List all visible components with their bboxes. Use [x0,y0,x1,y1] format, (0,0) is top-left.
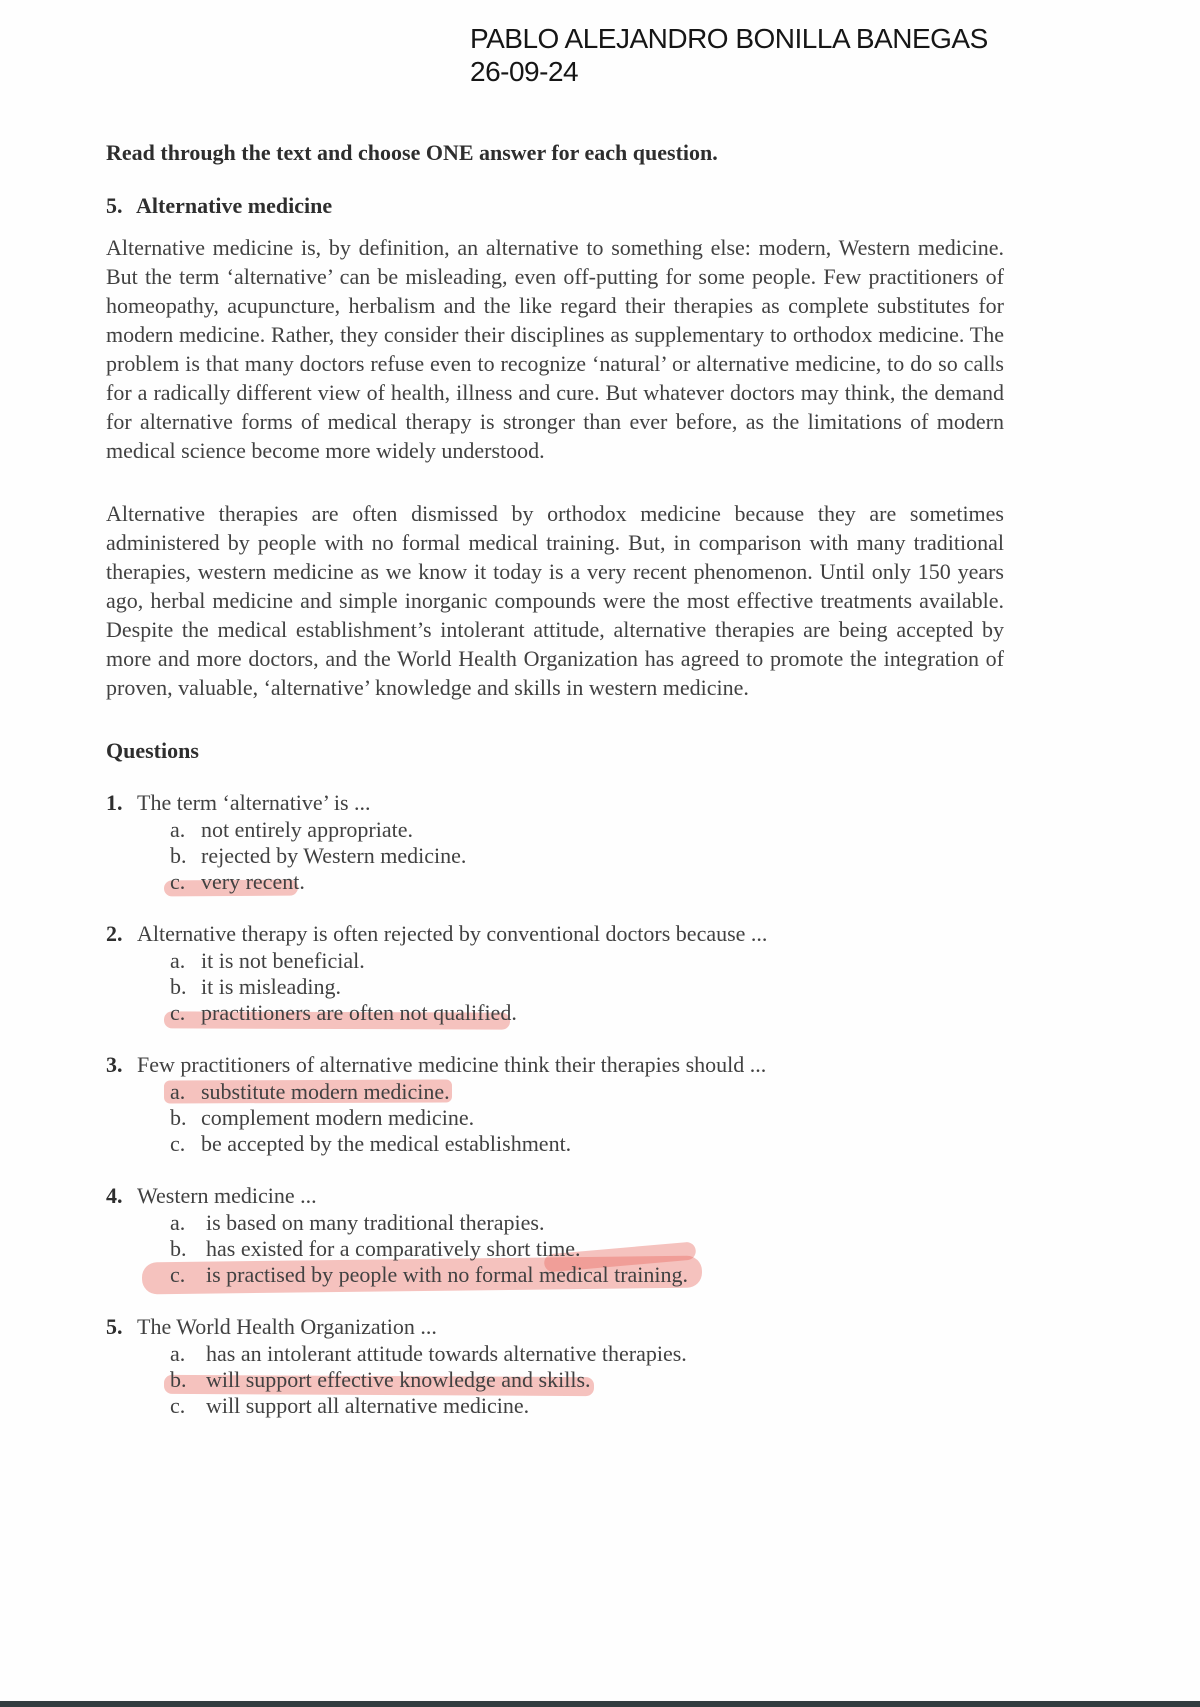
answer-option-5b-highlighted: b. will support effective knowledge and skills. [106,1367,1004,1393]
question-4 [106,1181,1004,1288]
question-3 [106,1050,1004,1157]
reading-passage [106,233,1004,702]
question-number: 3. [106,1052,123,1077]
question-stem: 2. Alternative therapy is often rejected by conventional doctors because ... [106,921,768,946]
answer-option-4a: a. is based on many traditional therapies. [170,1210,545,1235]
student-name: PABLO ALEJANDRO BONILLA BANEGAS [470,23,988,54]
answer-option-2a: a. it is not beneficial. [170,948,365,973]
passage-paragraph-1: Alternative medicine is, by definition, an alternative to something else: modern, Western medicine. But the term ‘alternative’ can be misleading, even off-putting for some people. Few practitioners of homeopathy, acupuncture, herbalism and the like regard their therapies as complete substitutes for modern medicine. Rather, they consider their disciplines as supplementary to orthodox medicine. The problem is that many doctors refuse even to recognize ‘natural’ or alternative medicine, to do so calls for a radically different view of health, illness and cure. But whatever doctors may think, the demand for alternative forms of medical therapy is stronger than ever before, as the limitations of modern medical science become more widely understood. [106,235,1004,463]
question-5 [106,1312,1004,1419]
section-title: Alternative medicine [136,193,333,218]
answer-option-3a-highlighted: a. substitute modern medicine. [106,1079,1004,1105]
question-stem: 5. The World Health Organization ... [106,1314,437,1339]
answer-option-5a: a. has an intolerant attitude towards alternative therapies. [170,1341,687,1366]
question-stem: 4. Western medicine ... [106,1183,317,1208]
answer-option-4b: b. has existed for a comparatively short time. [170,1236,581,1261]
answer-option-2c-highlighted: c. practitioners are often not qualified. [106,1000,1004,1026]
answer-option-1c-highlighted: c. very recent. [106,869,1004,895]
document-content [106,138,1004,1443]
section-heading [106,191,1004,220]
answer-option-5c: c. will support all alternative medicine. [170,1393,530,1418]
answer-option-1b: b. rejected by Western medicine. [170,843,467,868]
answer-option-2b: b. it is misleading. [170,974,341,999]
question-1 [106,788,1004,895]
student-header [470,22,988,88]
question-2 [106,919,1004,1026]
instruction-text: Read through the text and choose ONE answer for each question. [106,140,718,165]
questions-heading: Questions [106,738,199,763]
question-number: 1. [106,790,123,815]
question-number: 5. [106,1314,123,1339]
question-number: 4. [106,1183,123,1208]
question-number: 2. [106,921,123,946]
answer-option-3b: b. complement modern medicine. [170,1105,475,1130]
date: 26-09-24 [470,56,579,87]
question-stem: 3. Few practitioners of alternative medicine think their therapies should ... [106,1052,767,1077]
scan-bottom-edge [0,1701,1200,1707]
answer-option-4c-highlighted: c. is practised by people with no formal medical training. [106,1262,1004,1288]
answer-option-3c: c. be accepted by the medical establishment. [170,1131,572,1156]
section-number: 5. [106,193,123,218]
question-stem: 1. The term ‘alternative’ is ... [106,790,371,815]
answer-option-1a: a. not entirely appropriate. [170,817,413,842]
passage-paragraph-2: Alternative therapies are often dismissed by orthodox medicine because they are sometimes administered by people with no formal medical training. But, in comparison with many traditional therapies, western medicine as we know it today is a very recent phenomenon. Until only 150 years ago, herbal medicine and simple inorganic compounds were the most effective treatments available. Despite the medical establishment’s intolerant attitude, alternative therapies are being accepted by more and more doctors, and the World Health Organization has agreed to promote the integration of proven, valuable, ‘alternative’ knowledge and skills in western medicine. [106,501,1004,700]
